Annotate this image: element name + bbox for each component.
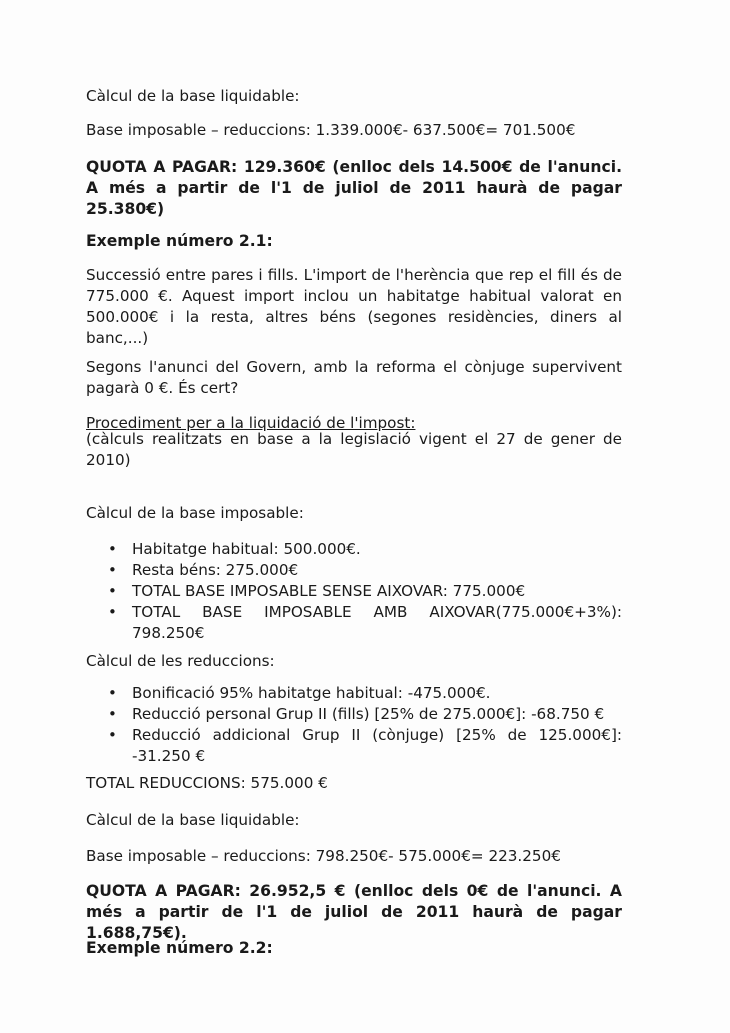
list-item: • Reducció addicional Grup II (cònjuge) [25% de 125.000€]: -31.250 € — [86, 725, 622, 767]
heading-calc-base-liquidable-2: Càlcul de la base liquidable: — [86, 811, 300, 829]
quota-a-pagar: QUOTA A PAGAR: 129.360€ (enlloc dels 14.500€ de l'anunci. A més a partir de l'1 de juliol de 2011 haurà de pagar 25.380€) — [86, 158, 622, 218]
quota-a-pagar-2: QUOTA A PAGAR: 26.952,5 € (enlloc dels 0€ de l'anunci. A més a partir de l'1 de juliol de 2011 haurà de pagar 1.688,75€). — [86, 882, 622, 942]
list-item: • TOTAL BASE IMPOSABLE SENSE AIXOVAR: 775.000€ — [86, 581, 622, 602]
heading-calc-base-imposable: Càlcul de la base imposable: — [86, 504, 304, 522]
heading-calc-base-liquidable: Càlcul de la base liquidable: — [86, 87, 300, 105]
base-imposable-line: Base imposable – reduccions: 1.339.000€- 637.500€= 701.500€ — [86, 121, 576, 139]
base-imposable-line-2: Base imposable – reduccions: 798.250€- 575.000€= 223.250€ — [86, 847, 561, 865]
reduction-items-list — [86, 683, 622, 767]
example-heading-2: Exemple número 2.2: — [86, 939, 273, 957]
example-heading: Exemple número 2.1: — [86, 232, 273, 250]
list-item: • Resta béns: 275.000€ — [86, 560, 622, 581]
procediment-heading: Procediment per a la liquidació de l'impost: — [86, 414, 416, 432]
list-item: • TOTAL BASE IMPOSABLE AMB AIXOVAR(775.000€+3%): 798.250€ — [86, 602, 622, 644]
list-item: • Habitatge habitual: 500.000€. — [86, 539, 622, 560]
heading-calc-reduccions: Càlcul de les reduccions: — [86, 652, 275, 670]
succession-paragraph: Successió entre pares i fills. L'import de l'herència que rep el fill és de 775.000 €. Aquest import inclou un habitatge habitual valorat en 500.000€ i la resta, altres béns (segones residències, diners al banc,...) — [86, 266, 622, 347]
segons-paragraph: Segons l'anunci del Govern, amb la reforma el cònjuge supervivent pagarà 0 €. És cert? — [86, 358, 622, 397]
list-item: • Bonificació 95% habitatge habitual: -475.000€. — [86, 683, 622, 704]
calculs-note: (càlculs realitzats en base a la legislació vigent el 27 de gener de 2010) — [86, 430, 622, 469]
base-items-list — [86, 539, 622, 644]
list-item: • Reducció personal Grup II (fills) [25% de 275.000€]: -68.750 € — [86, 704, 622, 725]
total-reduccions: TOTAL REDUCCIONS: 575.000 € — [86, 774, 328, 792]
